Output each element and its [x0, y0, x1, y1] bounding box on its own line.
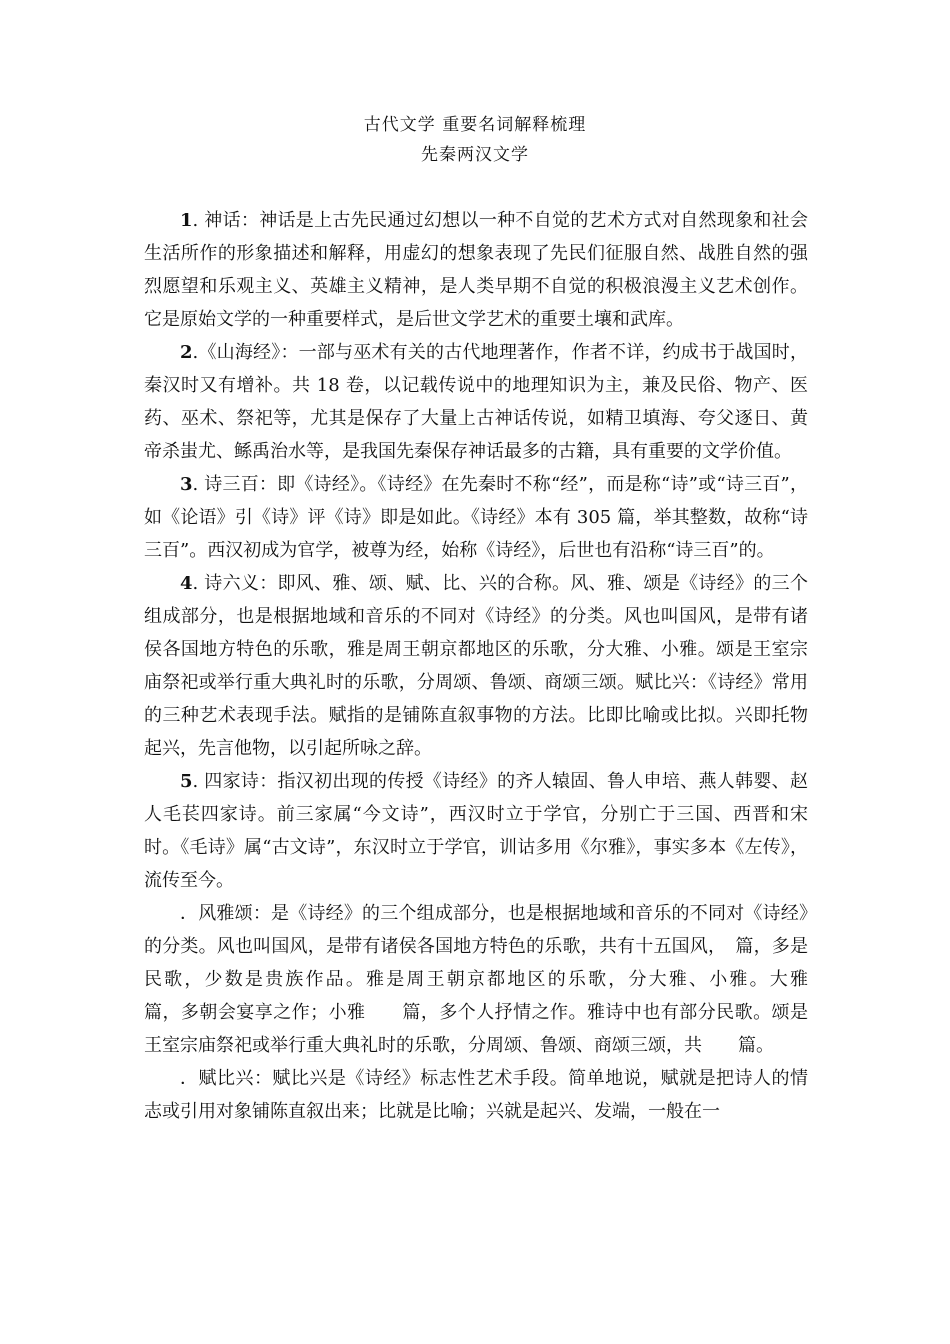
document-body — [144, 204, 844, 1128]
document-header — [0, 110, 950, 170]
paragraph-number: 3 — [180, 474, 193, 495]
term-paragraph-sijiashi — [144, 765, 808, 897]
paragraph-text: .《山海经》：一部与巫术有关的古代地理著作，作者不详，约成书于战国时，秦汉时又有增补。共 18 卷，以记载传说中的地理知识为主，兼及民俗、物产、医药、巫术、祭祀等，尤其是保存了大量上古神话传说，如精卫填海、夸父逐日、黄帝杀蚩尤、鲧禹治水等，是我国先秦保存神话最多的古籍，具有重要的文学价值。 — [144, 342, 808, 462]
paragraph-number: 1 — [180, 210, 193, 231]
paragraph-number: 2 — [180, 342, 193, 363]
paragraph-text: ．风雅颂：是《诗经》的三个组成部分，也是根据地域和音乐的不同对《诗经》的分类。风也叫国风，是带有诸侯各国地方特色的乐歌，共有十五国风， 篇，多是民歌，少数是贵族作品。雅是周王朝京都地区的乐歌，分大雅、小雅。大雅 篇，多朝会宴享之作；小雅 篇，多个人抒情之作。雅诗中也有部分民歌。颂是王室宗庙祭祀或举行重大典礼时的乐歌，分周颂、鲁颂、商颂三颂，共 篇。 — [144, 903, 844, 1056]
paragraph-text: . 诗六义：即风、雅、颂、赋、比、兴的合称。风、雅、颂是《诗经》的三个组成部分，也是根据地域和音乐的不同对《诗经》的分类。风也叫国风，是带有诸侯各国地方特色的乐歌，雅是周王朝京都地区的乐歌，分大雅、小雅。颂是王室宗庙祭祀或举行重大典礼时的乐歌，分周颂、鲁颂、商颂三颂。赋比兴：《诗经》常用的三种艺术表现手法。赋指的是铺陈直叙事物的方法。比即比喻或比拟。兴即托物起兴，先言他物，以引起所咏之辞。 — [144, 573, 808, 759]
paragraph-text: . 四家诗：指汉初出现的传授《诗经》的齐人辕固、鲁人申培、燕人韩婴、赵人毛苌四家诗。前三家属“今文诗”，西汉时立于学官，分别亡于三国、西晋和宋时。《毛诗》属“古文诗”，东汉时立于学官，训诂多用《尔雅》，事实多本《左传》，流传至今。 — [144, 771, 808, 891]
paragraph-number: 5 — [180, 771, 193, 792]
document-title: 古代文学 重要名词解释梳理 — [363, 115, 587, 135]
paragraph-number: 4 — [180, 573, 193, 594]
term-paragraph-shisanbai — [144, 468, 808, 567]
term-paragraph-fubixing — [144, 1062, 808, 1128]
paragraph-text: . 神话：神话是上古先民通过幻想以一种不自觉的艺术方式对自然现象和社会生活所作的形象描述和解释，用虚幻的想象表现了先民们征服自然、战胜自然的强烈愿望和乐观主义、英雄主义精神，是人类早期不自觉的积极浪漫主义艺术创作。它是原始文学的一种重要样式，是后世文学艺术的重要土壤和武库。 — [144, 210, 808, 330]
term-paragraph-shanhaijing — [144, 336, 808, 468]
paragraph-text: . 诗三百：即《诗经》。《诗经》在先秦时不称“经”，而是称“诗”或“诗三百”，如《论语》引《诗》评《诗》即是如此。《诗经》本有 305 篇，举其整数，故称“诗三百”。西汉初成为官学，被尊为经，始称《诗经》，后世也有沿称“诗三百”的。 — [144, 474, 808, 561]
term-paragraph-myth — [144, 204, 808, 336]
term-paragraph-shiliuyi — [144, 567, 808, 765]
term-paragraph-fengyasong — [144, 897, 844, 1062]
section-subtitle: 先秦两汉文学 — [421, 145, 529, 165]
paragraph-text: ．赋比兴：赋比兴是《诗经》标志性艺术手段。简单地说，赋就是把诗人的情志或引用对象铺陈直叙出来；比就是比喻；兴就是起兴、发端，一般在一 — [144, 1068, 808, 1122]
